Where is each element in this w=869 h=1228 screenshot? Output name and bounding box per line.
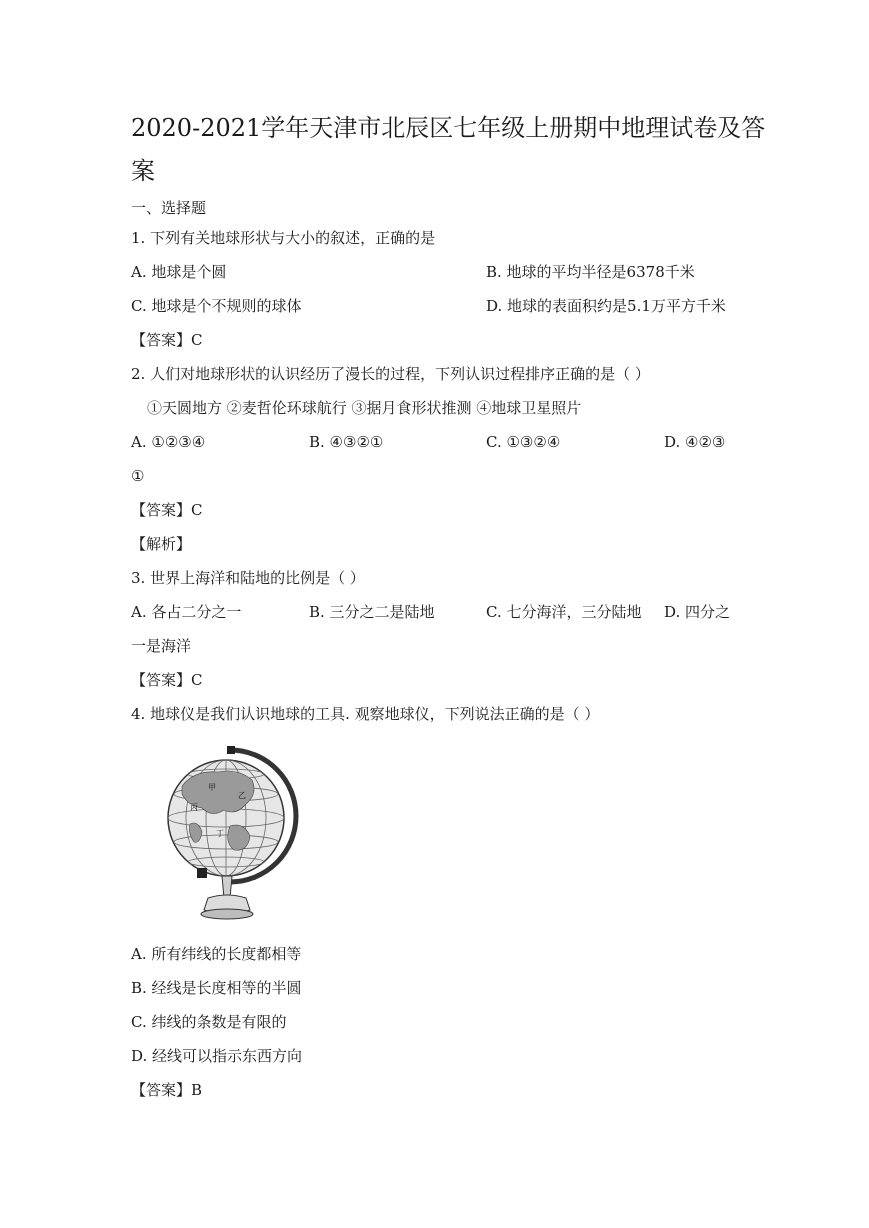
question-1-option-a: A. 地球是个圆 bbox=[131, 263, 227, 281]
question-2-option-d-continued: ① bbox=[131, 467, 145, 485]
question-3-option-b: B. 三分之二是陆地 bbox=[309, 603, 435, 621]
label-yi: 乙 bbox=[238, 791, 246, 800]
question-2-analysis: 【解析】 bbox=[131, 535, 192, 553]
question-4-option-b: B. 经线是长度相等的半圆 bbox=[131, 979, 302, 997]
question-2-option-d: D. ④②③ bbox=[664, 433, 726, 451]
question-2-option-a: A. ①②③④ bbox=[131, 433, 206, 451]
question-1-option-d: D. 地球的表面积约是5.1万平方千米 bbox=[486, 297, 726, 315]
question-3-option-d: D. 四分之 bbox=[664, 603, 731, 621]
question-3-option-a: A. 各占二分之一 bbox=[131, 603, 242, 621]
label-jia: 甲 bbox=[208, 783, 216, 792]
question-3-option-d-continued: 一是海洋 bbox=[131, 637, 192, 655]
question-4-answer: 【答案】B bbox=[131, 1081, 203, 1099]
question-1-stem: 1. 下列有关地球形状与大小的叙述，正确的是 bbox=[131, 229, 436, 247]
globe-figure bbox=[160, 746, 300, 928]
question-2-stem: 2. 人们对地球形状的认识经历了漫长的过程，下列认识过程排序正确的是（ ） bbox=[131, 365, 650, 383]
globe-base-foot bbox=[201, 909, 253, 919]
question-4-option-d: D. 经线可以指示东西方向 bbox=[131, 1047, 303, 1065]
north-pole-cap bbox=[227, 746, 235, 754]
question-3-answer: 【答案】C bbox=[131, 671, 203, 689]
question-2-option-c: C. ①③②④ bbox=[486, 433, 561, 451]
document-title: 2020-2021学年天津市北辰区七年级上册期中地理试卷及答 bbox=[131, 114, 766, 142]
label-ding: 丁 bbox=[216, 829, 224, 838]
section-heading: 一、选择题 bbox=[131, 199, 207, 217]
question-4-option-a: A. 所有纬线的长度都相等 bbox=[131, 945, 302, 963]
question-1-answer: 【答案】C bbox=[131, 331, 203, 349]
question-4-option-c: C. 纬线的条数是有限的 bbox=[131, 1013, 287, 1031]
document-title-continued: 案 bbox=[131, 157, 155, 185]
question-1-option-b: B. 地球的平均半径是6378千米 bbox=[486, 263, 695, 281]
question-2-answer: 【答案】C bbox=[131, 501, 203, 519]
question-3-stem: 3. 世界上海洋和陆地的比例是（ ） bbox=[131, 569, 365, 587]
question-1-option-c: C. 地球是个不规则的球体 bbox=[131, 297, 302, 315]
question-3-option-c: C. 七分海洋，三分陆地 bbox=[486, 603, 642, 621]
label-bing: 丙 bbox=[190, 803, 198, 812]
question-2-items: ①天圆地方 ②麦哲伦环球航行 ③据月食形状推测 ④地球卫星照片 bbox=[147, 399, 582, 417]
south-pole-cap bbox=[197, 868, 207, 878]
question-4-stem: 4. 地球仪是我们认识地球的工具. 观察地球仪，下列说法正确的是（ ） bbox=[131, 705, 600, 723]
question-2-option-b: B. ④③②① bbox=[309, 433, 384, 451]
